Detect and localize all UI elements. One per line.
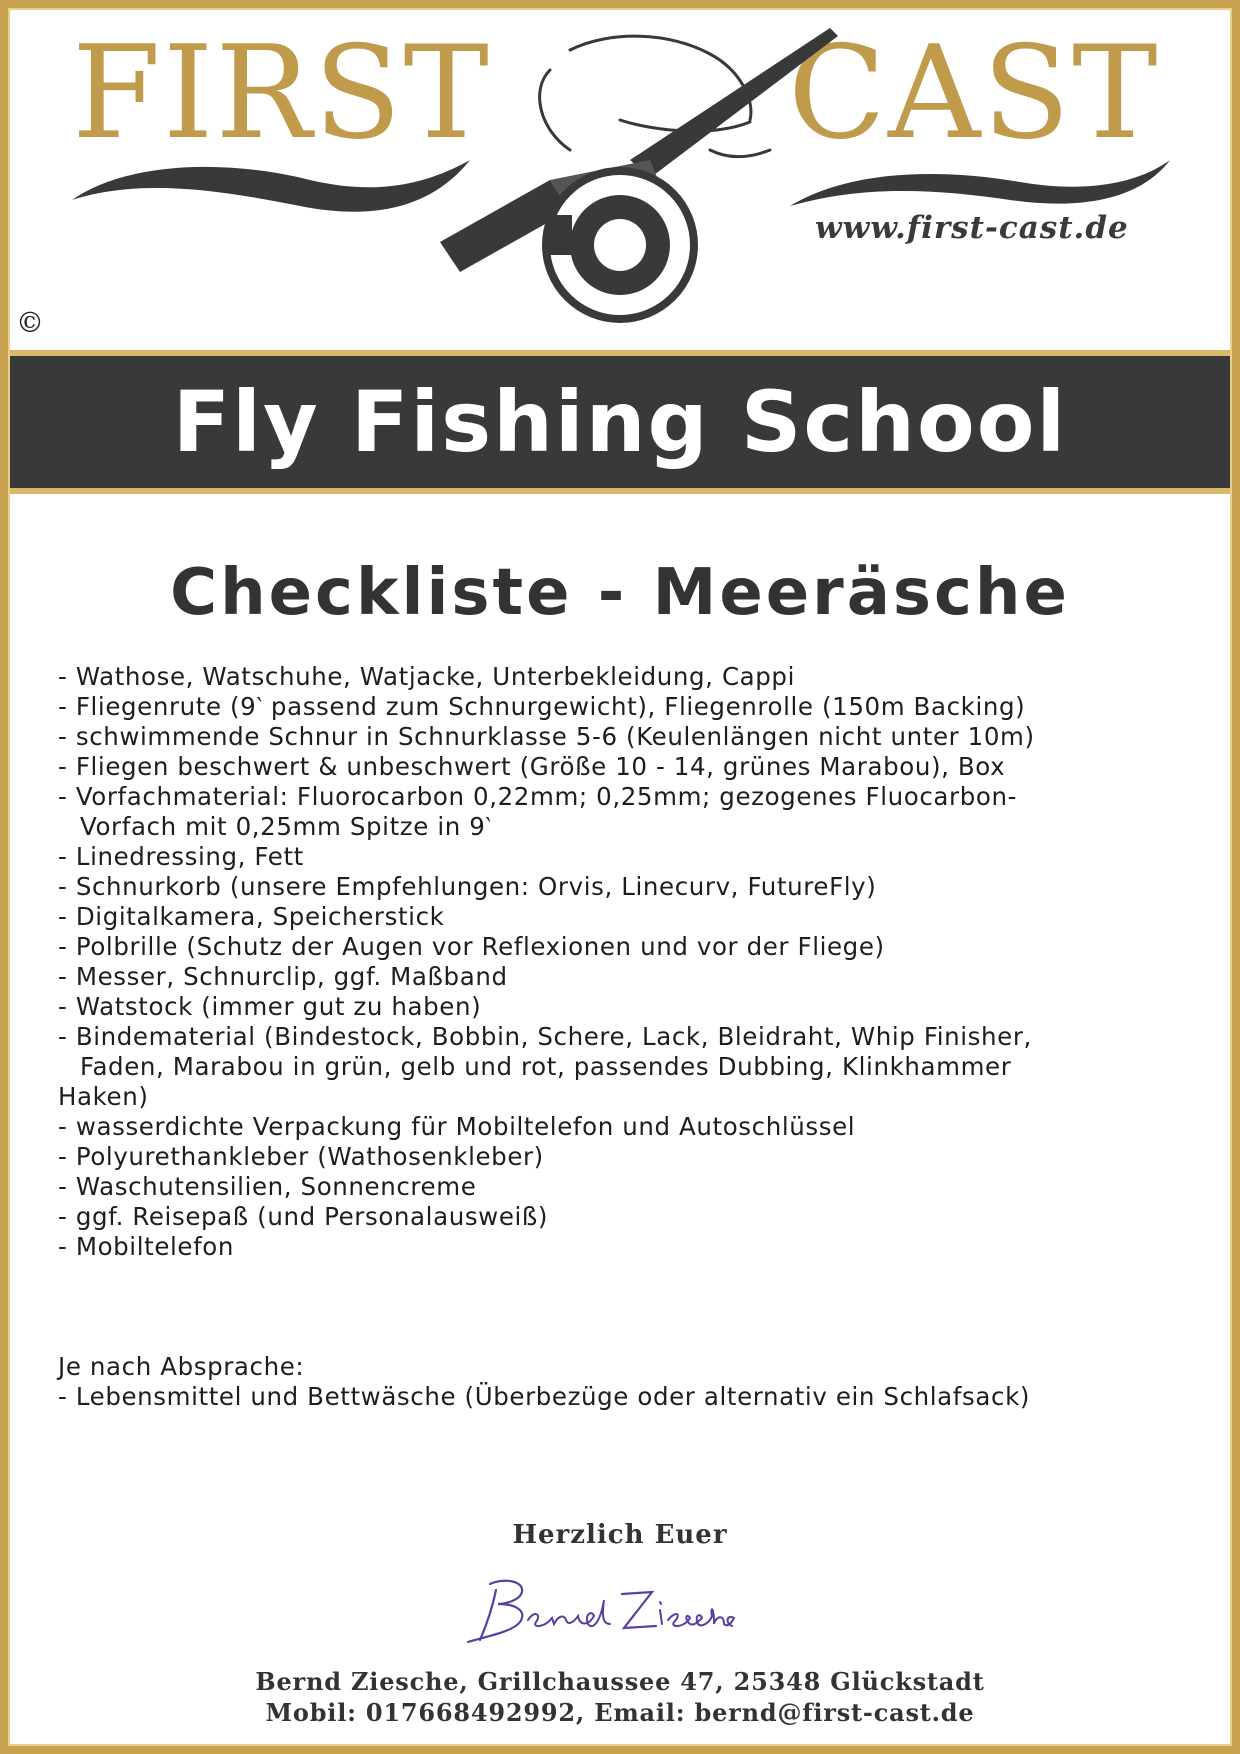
checklist-item-line: - Waschutensilien, Sonnencreme <box>58 1172 477 1201</box>
checklist <box>58 662 1218 1262</box>
website-url: www.first-cast.de <box>815 210 1129 246</box>
copyright-icon: © <box>16 306 44 339</box>
checklist-item-line: - Linedressing, Fett <box>58 842 304 871</box>
checklist-item-line: - Schnurkorb (unsere Empfehlungen: Orvis, Linecurv, FutureFly) <box>58 872 877 901</box>
checklist-item-line: - ggf. Reisepaß (und Personalausweiß) <box>58 1202 549 1231</box>
extra-heading: Je nach Absprache: <box>58 1352 305 1381</box>
checklist-item <box>58 1232 1218 1262</box>
checklist-item <box>58 1112 1218 1142</box>
checklist-item <box>58 782 1218 842</box>
checklist-item-line: Faden, Marabou in grün, gelb und rot, passendes Dubbing, Klinkhammer <box>80 1052 1012 1081</box>
checklist-item-line: - Messer, Schnurclip, ggf. Maßband <box>58 962 508 991</box>
checklist-item-line: - Polyurethankleber (Wathosenkleber) <box>58 1142 544 1171</box>
checklist-item-line: - Digitalkamera, Speicherstick <box>58 902 445 931</box>
checklist-item <box>58 962 1218 992</box>
signature-image <box>462 1570 742 1650</box>
fly-rod-reel-logo-icon <box>10 10 1230 350</box>
checklist-item <box>58 692 1218 722</box>
contact-line: Mobil: 017668492992, Email: bernd@first-cast.de <box>265 1698 975 1727</box>
checklist-item <box>58 752 1218 782</box>
checklist-item-line: - Bindematerial (Bindestock, Bobbin, Schere, Lack, Bleidraht, Whip Finisher, <box>58 1022 1032 1051</box>
checklist-item <box>58 872 1218 902</box>
checklist-item-line: - schwimmende Schnur in Schnurklasse 5-6 (Keulenlängen nicht unter 10m) <box>58 722 1035 751</box>
address-line: Bernd Ziesche, Grillchaussee 47, 25348 Glückstadt <box>255 1667 985 1696</box>
checklist-item <box>58 992 1218 1022</box>
checklist-item <box>58 1022 1218 1112</box>
checklist-item-line: Haken) <box>58 1082 149 1111</box>
checklist-item-line: Vorfach mit 0,25mm Spitze in 9‵ <box>80 812 492 841</box>
checklist-item <box>58 902 1218 932</box>
document-title: Checkliste - Meeräsche <box>170 556 1070 630</box>
checklist-item <box>58 662 1218 692</box>
footer <box>0 1666 1240 1728</box>
banner-title: Fly Fishing School <box>172 373 1068 471</box>
checklist-item-line: - Fliegen beschwert & unbeschwert (Größe 10 - 14, grünes Marabou), Box <box>58 752 1006 781</box>
extra-item: - Lebensmittel und Bettwäsche (Überbezüge oder alternativ ein Schlafsack) <box>58 1382 1031 1411</box>
greeting: Herzlich Euer <box>512 1520 728 1550</box>
checklist-item <box>58 722 1218 752</box>
checklist-item <box>58 1202 1218 1232</box>
checklist-item-line: - Vorfachmaterial: Fluorocarbon 0,22mm; 0,25mm; gezogenes Fluocarbon- <box>58 782 1018 811</box>
banner <box>10 350 1230 494</box>
extra-section <box>58 1352 1218 1412</box>
checklist-item-line: - Polbrille (Schutz der Augen vor Reflexionen und vor der Fliege) <box>58 932 885 961</box>
checklist-item-line: - Watstock (immer gut zu haben) <box>58 992 482 1021</box>
brand-word-cast: CAST <box>788 19 1160 168</box>
brand-word-first: FIRST <box>72 19 491 168</box>
header <box>10 10 1230 350</box>
checklist-item <box>58 1172 1218 1202</box>
checklist-item-line: - Mobiltelefon <box>58 1232 235 1261</box>
checklist-item <box>58 1142 1218 1172</box>
checklist-item-line: - Wathose, Watschuhe, Watjacke, Unterbekleidung, Cappi <box>58 662 795 691</box>
checklist-item-line: - Fliegenrute (9‵ passend zum Schnurgewicht), Fliegenrolle (150m Backing) <box>58 692 1026 721</box>
checklist-item-line: - wasserdichte Verpackung für Mobiltelefon und Autoschlüssel <box>58 1112 856 1141</box>
checklist-item <box>58 932 1218 962</box>
checklist-item <box>58 842 1218 872</box>
